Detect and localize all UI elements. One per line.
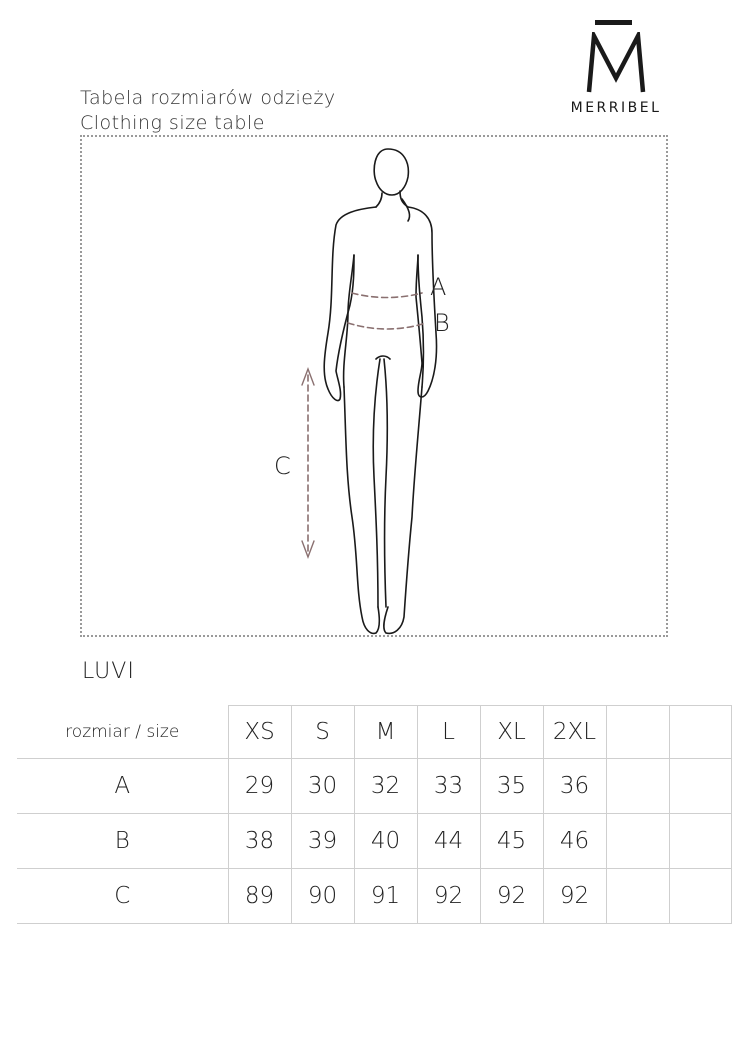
table-cell: 32 [354,759,417,814]
table-cell: 45 [480,814,543,869]
measure-label-a: A [430,273,447,301]
size-header-row [17,706,731,759]
size-header-empty [669,706,731,759]
measure-label-c: C [274,452,291,480]
table-cell: 38 [228,814,291,869]
size-header-m: M [354,706,417,759]
table-cell: 92 [417,869,480,924]
table-cell [606,759,669,814]
product-name: LUVI [82,659,135,684]
size-header-2xl: 2XL [543,706,606,759]
body-silhouette [82,137,670,639]
heading-polish: Tabela rozmiarów odzieży [80,87,336,109]
table-cell: 36 [543,759,606,814]
size-header-xs: XS [228,706,291,759]
table-cell: 44 [417,814,480,869]
table-cell: 90 [291,869,354,924]
size-header-xl: XL [480,706,543,759]
table-cell: 92 [480,869,543,924]
row-label-a: A [17,759,228,814]
logo-mark-m [585,32,647,94]
table-cell: 91 [354,869,417,924]
table-cell: 92 [543,869,606,924]
table-cell: 89 [228,869,291,924]
size-header-empty [606,706,669,759]
table-cell: 39 [291,814,354,869]
brand-logo [556,20,676,122]
size-column-label: rozmiar / size [17,706,228,759]
row-label-b: B [17,814,228,869]
brand-name: MERRIBEL [570,100,662,116]
figure-frame [80,135,668,637]
table-row [17,759,731,814]
page-heading [80,86,336,136]
table-cell [669,814,731,869]
table-cell: 35 [480,759,543,814]
table-row [17,869,731,924]
table-cell: 30 [291,759,354,814]
row-label-c: C [17,869,228,924]
heading-english: Clothing size table [80,112,265,134]
table-cell [606,814,669,869]
size-header-s: S [291,706,354,759]
table-cell: 40 [354,814,417,869]
table-cell [669,759,731,814]
table-cell: 33 [417,759,480,814]
table-cell [606,869,669,924]
table-cell: 46 [543,814,606,869]
measure-label-b: B [434,309,450,337]
table-cell [669,869,731,924]
logo-macron-bar [595,20,632,25]
table-row [17,814,731,869]
size-header-l: L [417,706,480,759]
size-table [17,705,732,924]
table-cell: 29 [228,759,291,814]
